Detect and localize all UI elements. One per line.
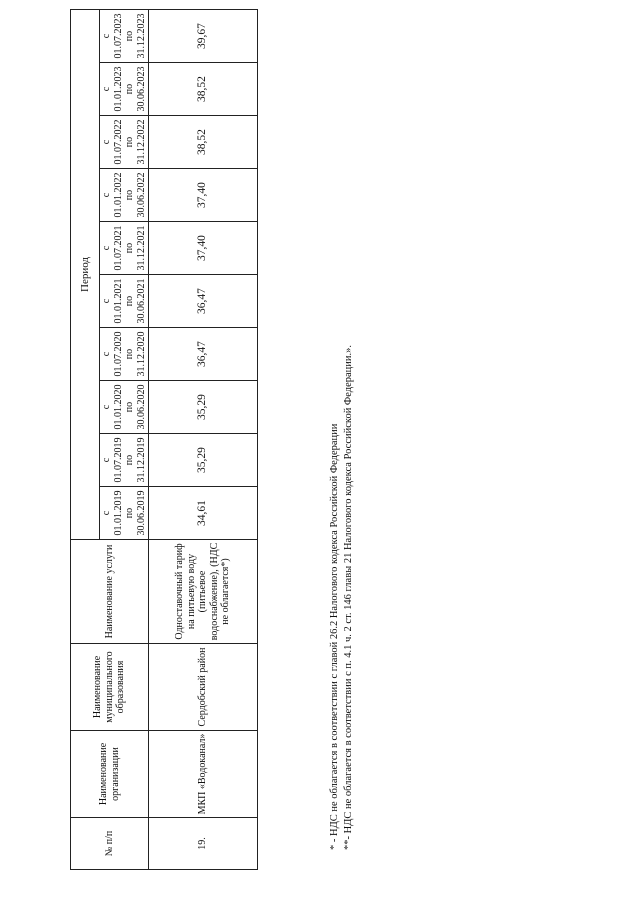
- header-organization: Наименование организации: [71, 731, 149, 818]
- header-service: Наименование услуги: [71, 540, 149, 644]
- tariff-value: 37,40: [149, 169, 258, 222]
- row-organization: МКП «Водоканал»: [149, 731, 258, 818]
- tariff-value: 37,40: [149, 222, 258, 275]
- tariff-value: 34,61: [149, 487, 258, 540]
- period-cell: с 01.01.2020 по 30.06.2020: [100, 381, 149, 434]
- header-row: [71, 10, 100, 870]
- tariff-value: 36,47: [149, 328, 258, 381]
- period-cell: с 01.07.2023 по 31.12.2023: [100, 10, 149, 63]
- footnote-vat-26-2: * - НДС не облагается в соответствии с главой 26.2 Налогового кодекса Российской Федерации: [329, 423, 340, 850]
- footnotes: [328, 30, 355, 850]
- row-num: 19.: [149, 818, 258, 870]
- tariff-value: 38,52: [149, 63, 258, 116]
- tariff-value: 38,52: [149, 116, 258, 169]
- header-period: Период: [71, 10, 100, 540]
- row-service: Одноставочный тариф на питьевую воду (питьевое водоснабжение), (НДС не облагается*): [149, 540, 258, 644]
- rotated-content: [70, 10, 610, 870]
- period-cell: с 01.07.2022 по 31.12.2022: [100, 116, 149, 169]
- period-cell: с 01.07.2019 по 31.12.2019: [100, 434, 149, 487]
- tariff-table: [70, 9, 258, 870]
- header-num: № п/п: [71, 818, 149, 870]
- period-cell: с 01.01.2023 по 30.06.2023: [100, 63, 149, 116]
- tariff-value: 39,67: [149, 10, 258, 63]
- header-municipality: Наименование муниципального образования: [71, 644, 149, 731]
- tariff-value: 35,29: [149, 434, 258, 487]
- period-cell: с 01.01.2021 по 30.06.2021: [100, 275, 149, 328]
- period-cell: с 01.01.2022 по 30.06.2022: [100, 169, 149, 222]
- period-cell: с 01.01.2019 по 30.06.2019: [100, 487, 149, 540]
- row-municipality: Сердобский район: [149, 644, 258, 731]
- period-cell: с 01.07.2020 по 31.12.2020: [100, 328, 149, 381]
- table-row: [149, 10, 258, 870]
- tariff-value: 36,47: [149, 275, 258, 328]
- period-cell: с 01.07.2021 по 31.12.2021: [100, 222, 149, 275]
- tariff-value: 35,29: [149, 381, 258, 434]
- footnote-vat-146: **- НДС не облагается в соответствии с п. 4.1 ч. 2 ст. 146 главы 21 Налогового кодекса Российской Федерации.».: [342, 344, 354, 850]
